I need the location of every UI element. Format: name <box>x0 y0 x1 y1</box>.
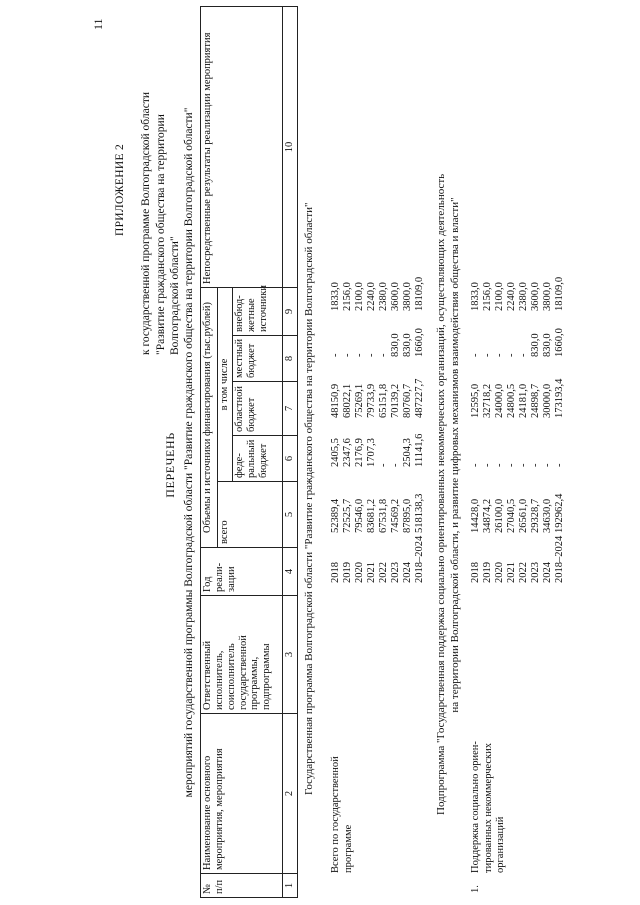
header-results: Непосредственные результаты реализации мероприятия <box>201 6 283 287</box>
cell-value: 2020 <box>494 562 505 583</box>
cell-value: 173193,4 <box>554 378 565 418</box>
cell-value: 27040,5 <box>506 498 517 533</box>
cell-value: - <box>518 463 529 467</box>
cell-value: 12595,0 <box>470 383 481 418</box>
header-federal: феде-ральный бюджет <box>232 436 282 482</box>
cell-value: 24181,0 <box>518 383 529 418</box>
cell-value: 830,0 <box>402 333 413 357</box>
subprogram-title-line: Подпрограмма "Государственная поддержка социально ориентированных некоммерческих организаций, осуществляющих деятельность <box>435 173 447 815</box>
local-column <box>470 328 566 357</box>
header-regional: областной бюджет <box>232 382 282 436</box>
cell-value: 83681,2 <box>366 498 377 533</box>
funding-table-header <box>200 6 298 898</box>
cell-value: 30000,0 <box>542 383 553 418</box>
cell-value: - <box>390 463 401 467</box>
column-number: 5 <box>282 482 297 548</box>
column-number: 10 <box>282 6 297 287</box>
header-total: всего <box>218 482 283 548</box>
cell-value: - <box>542 463 553 467</box>
cell-value: - <box>554 463 565 467</box>
cell-value: 2020 <box>354 562 365 583</box>
cell-value: 24800,5 <box>506 383 517 418</box>
cell-value: 80760,7 <box>402 383 413 418</box>
cell-value: 1660,0 <box>554 328 565 357</box>
cell-value: - <box>482 353 493 357</box>
appendix-line: "Развитие гражданского общества на территории <box>154 114 167 355</box>
cell-value: - <box>482 463 493 467</box>
cell-value: - <box>378 353 389 357</box>
subprogram-title-line: на территории Волгоградской области, и развитие цифровых механизмов взаимодействия общества и власти" <box>448 197 461 713</box>
cell-value: 79733,9 <box>366 383 377 418</box>
total-column <box>330 494 426 533</box>
cell-value: 87895,0 <box>402 498 413 533</box>
cell-value: 2019 <box>482 562 493 583</box>
cell-value: 2024 <box>402 562 413 583</box>
cell-value: 1707,3 <box>366 438 377 467</box>
cell-value: 830,0 <box>542 333 553 357</box>
header-funding-group: Объемы и источники финансирования (тыс.рублей) <box>201 287 218 547</box>
cell-value: 1833,0 <box>330 282 341 311</box>
cell-value: - <box>518 353 529 357</box>
year-column <box>470 536 566 583</box>
cell-value: 48150,9 <box>330 383 341 418</box>
cell-value: 11141,6 <box>414 433 425 467</box>
cell-value: - <box>366 353 377 357</box>
header-no: № п/п <box>201 874 283 898</box>
column-number: 7 <box>282 382 297 436</box>
column-number: 9 <box>282 287 297 335</box>
program-title: Государственная программа Волгоградской области "Развитие гражданского общества на территории Волгоградской области" <box>303 202 315 795</box>
cell-value: 26100,0 <box>494 498 505 533</box>
cell-value: 2021 <box>366 562 377 583</box>
cell-value: - <box>330 353 341 357</box>
cell-value: - <box>470 353 481 357</box>
appendix-line: к государственной программе Волгоградской области <box>140 92 153 355</box>
cell-value: 2021 <box>506 562 517 583</box>
extrabudget-column <box>470 277 566 311</box>
item-label: Поддержка социально ориен-тированных некоммерческих организаций <box>470 741 507 873</box>
cell-value: - <box>378 463 389 467</box>
cell-value: 2100,0 <box>354 282 365 311</box>
cell-value: 2023 <box>530 562 541 583</box>
subprogram-title <box>435 45 463 865</box>
cell-value: 1833,0 <box>470 282 481 311</box>
cell-value: 2100,0 <box>494 282 505 311</box>
cell-value: 68022,1 <box>342 383 353 418</box>
cell-value: 2024 <box>542 562 553 583</box>
cell-value: 1660,0 <box>414 328 425 357</box>
column-number: 3 <box>282 596 297 714</box>
cell-value: 192962,4 <box>554 493 565 533</box>
item-1-block <box>470 0 610 905</box>
cell-value: 24898,7 <box>530 383 541 418</box>
cell-value: 487227,7 <box>414 378 425 418</box>
cell-value: 2022 <box>518 562 529 583</box>
cell-value: 2018–2024 <box>414 535 425 583</box>
header-extrabudget: внебюд-жетные источники <box>232 287 282 335</box>
cell-value: 34874,2 <box>482 498 493 533</box>
cell-value: 2018 <box>330 562 341 583</box>
cell-value: 2019 <box>342 562 353 583</box>
cell-value: 65151,8 <box>378 383 389 418</box>
regional-column <box>470 379 566 418</box>
cell-value: 72525,7 <box>342 498 353 533</box>
header-in-that-number: в том числе <box>218 287 233 481</box>
column-number: 6 <box>282 436 297 482</box>
cell-value: - <box>470 463 481 467</box>
column-number: 4 <box>282 548 297 596</box>
cell-value: 3800,0 <box>542 282 553 311</box>
cell-value: 2176,9 <box>354 438 365 467</box>
column-number: 8 <box>282 336 297 382</box>
header-year: Год реали-зации <box>201 548 283 596</box>
cell-value: 3600,0 <box>530 282 541 311</box>
document-title: ПЕРЕЧЕНЬ <box>163 432 177 498</box>
total-column <box>470 494 566 533</box>
appendix-line: Волгоградской области" <box>169 236 182 355</box>
cell-value: 67531,8 <box>378 498 389 533</box>
cell-value: 75269,1 <box>354 383 365 418</box>
cell-value: 2504,3 <box>402 438 413 467</box>
cell-value: - <box>494 463 505 467</box>
cell-value: 2240,0 <box>506 282 517 311</box>
cell-value: - <box>354 353 365 357</box>
cell-value: 2156,0 <box>342 282 353 311</box>
cell-value: 2023 <box>390 562 401 583</box>
cell-value: 26561,0 <box>518 498 529 533</box>
cell-value: 2380,0 <box>518 282 529 311</box>
cell-value: 14428,0 <box>470 498 481 533</box>
column-number: 2 <box>282 714 297 874</box>
column-number: 1 <box>282 874 297 898</box>
federal-column <box>470 464 566 468</box>
cell-value: 18109,0 <box>414 276 425 311</box>
cell-value: 830,0 <box>530 333 541 357</box>
cell-value: - <box>494 353 505 357</box>
cell-value: - <box>342 353 353 357</box>
cell-value: 2018–2024 <box>554 535 565 583</box>
cell-value: 518138,3 <box>414 493 425 533</box>
cell-value: 2240,0 <box>366 282 377 311</box>
cell-value: 18109,0 <box>554 276 565 311</box>
header-local: местный бюджет <box>232 336 282 382</box>
cell-value: 2380,0 <box>378 282 389 311</box>
cell-value: 2156,0 <box>482 282 493 311</box>
cell-value: - <box>506 353 517 357</box>
document-subtitle: мероприятий государственной программы Волгоградской области "Развитие гражданского общества на территории Волгоградской области" <box>183 107 195 798</box>
cell-value: 830,0 <box>390 333 401 357</box>
cell-value: 32718,2 <box>482 383 493 418</box>
cell-value: 3800,0 <box>402 282 413 311</box>
program-total-block <box>320 0 430 905</box>
program-total-label: Всего по государственной программе <box>330 756 354 873</box>
cell-value: - <box>506 463 517 467</box>
cell-value: 52389,4 <box>330 498 341 533</box>
page-number: 11 <box>91 18 105 30</box>
item-number: 1. <box>470 885 481 893</box>
federal-column <box>330 434 426 467</box>
cell-value: 24000,0 <box>494 383 505 418</box>
cell-value: 2022 <box>378 562 389 583</box>
cell-value: 2405,5 <box>330 438 341 467</box>
regional-column <box>330 379 426 418</box>
header-executor: Ответственный исполнитель, соисполнитель государственной программы, подпрограммы <box>201 596 283 714</box>
cell-value: 74569,2 <box>390 498 401 533</box>
extrabudget-column <box>330 277 426 311</box>
year-column <box>330 536 426 583</box>
header-name: Наименование основного мероприятия, мероприятия <box>201 714 283 874</box>
cell-value: 70139,2 <box>390 383 401 418</box>
cell-value: 29328,7 <box>530 498 541 533</box>
cell-value: 34630,0 <box>542 498 553 533</box>
cell-value: 2347,6 <box>342 438 353 467</box>
appendix-title: ПРИЛОЖЕНИЕ 2 <box>114 144 126 237</box>
cell-value: 79546,0 <box>354 498 365 533</box>
cell-value: 2018 <box>470 562 481 583</box>
local-column <box>330 328 426 357</box>
cell-value: - <box>530 463 541 467</box>
cell-value: 3600,0 <box>390 282 401 311</box>
